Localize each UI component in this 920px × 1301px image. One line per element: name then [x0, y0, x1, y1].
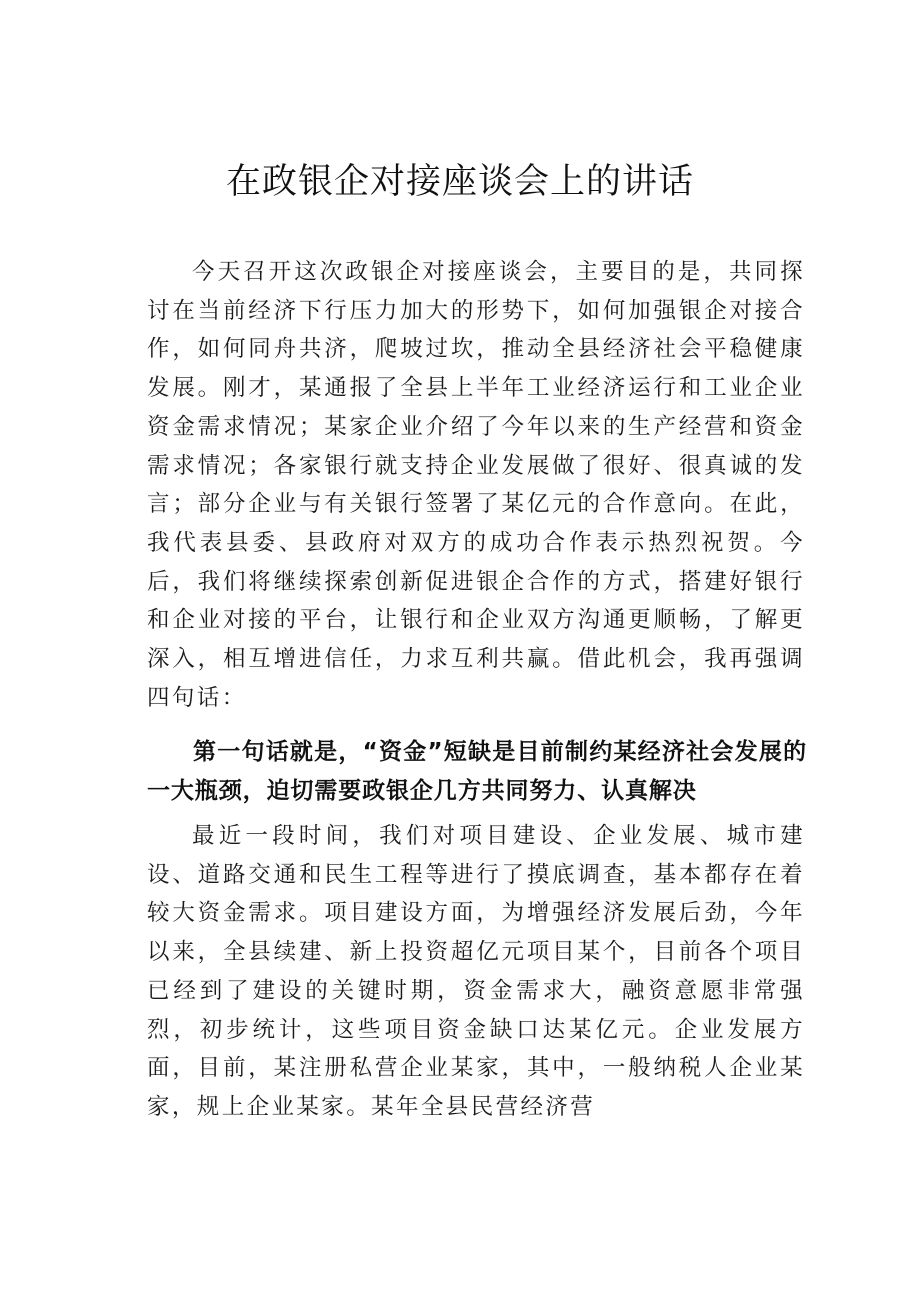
opening-paragraph: 今天召开这次政银企对接座谈会，主要目的是，共同探讨在当前经济下行压力加大的形势下，如何加强银企对接合作，如何同舟共济，爬坡过坎，推动全县经济社会平稳健康发展。刚才，某通报了全县上半年工业经济运行和工业企业资金需求情况；某家企业介绍了今年以来的生产经营和资金需求情况；各家银行就支持企业发展做了很好、很真诚的发言；部分企业与有关银行签署了某亿元的合作意向。在此，我代表县委、县政府对双方的成功合作表示热烈祝贺。今后，我们将继续探索创新促进银企合作的方式，搭建好银行和企业对接的平台，让银行和企业双方沟通更顺畅，了解更深入，相互增进信任，力求互利共赢。借此机会，我再强调四句话：: [147, 259, 805, 711]
document-title: 在政银企对接座谈会上的讲话: [225, 162, 694, 202]
section-1-paragraph: 最近一段时间，我们对项目建设、企业发展、城市建设、道路交通和民生工程等进行了摸底调查，基本都存在着较大资金需求。项目建设方面，为增强经济发展后劲，今年以来，全县续建、新上投资超亿元项目某个，目前各个项目已经到了建设的关键时期，资金需求大，融资意愿非常强烈，初步统计，这些项目资金缺口达某亿元。企业发展方面，目前，某注册私营企业某家，其中，一般纳税人企业某家，规上企业某家。某年全县民营经济营: [147, 823, 805, 1120]
section-heading-1: 第一句话就是，“资金”短缺是目前制约某经济社会发展的一大瓶颈，迫切需要政银企几方共同努力、认真解决: [147, 739, 807, 804]
